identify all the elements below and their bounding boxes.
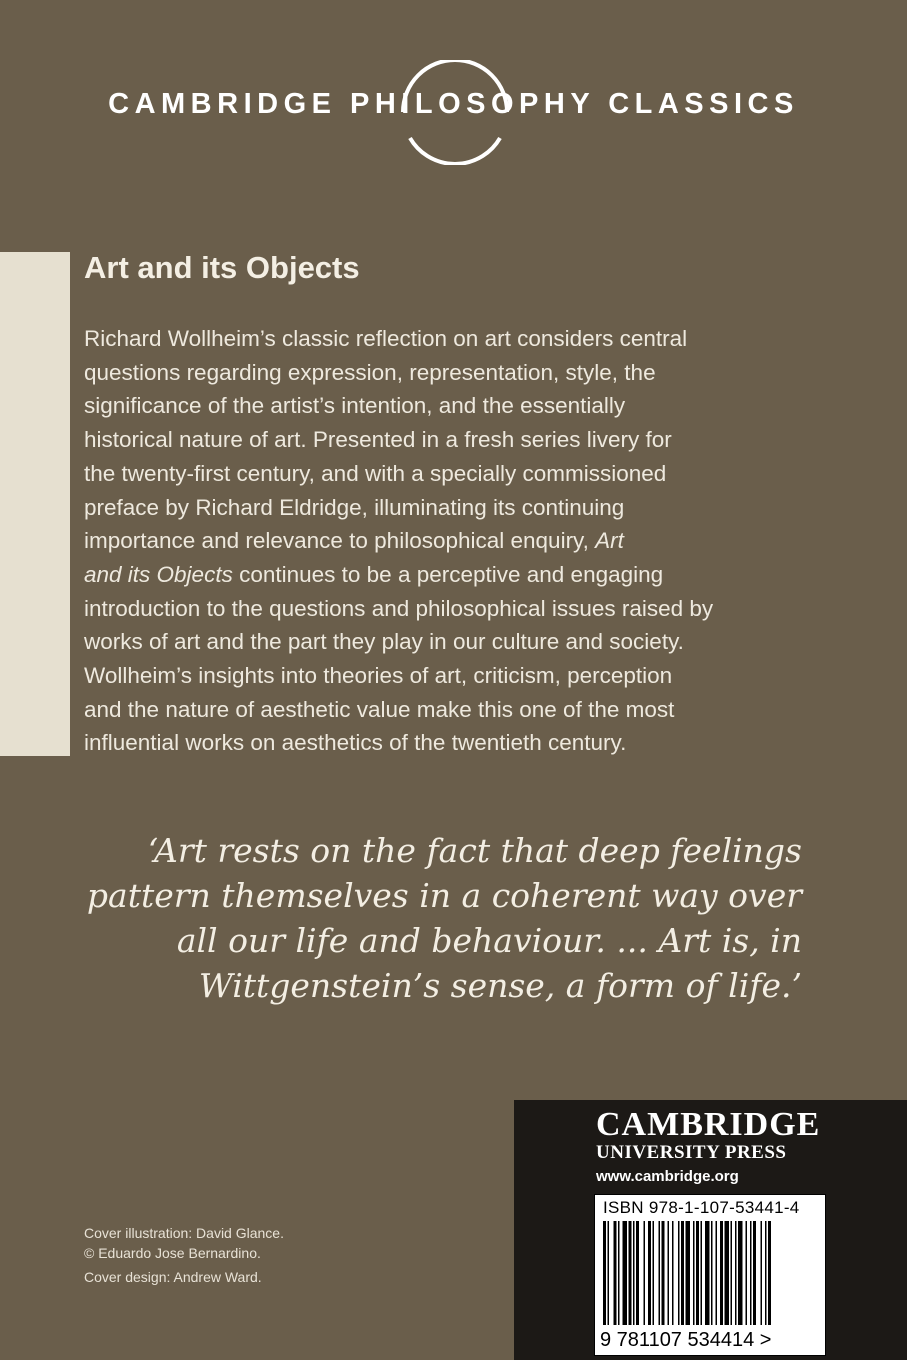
publisher-panel — [514, 1100, 907, 1360]
blurb-line-mixed — [84, 524, 844, 558]
blurb-line: works of art and the part they play in our culture and society. — [84, 629, 684, 655]
barcode-bar — [678, 1221, 680, 1325]
barcode-bar — [705, 1221, 710, 1325]
series-title: CAMBRIDGE PHILOSOPHY CLASSICS — [108, 88, 799, 120]
barcode-bar — [693, 1221, 695, 1325]
illustration-credit: Cover illustration: David Glance. — [84, 1225, 284, 1241]
barcode-bar — [648, 1221, 651, 1325]
design-credit: Cover design: Andrew Ward. — [84, 1269, 262, 1285]
barcode-bar — [738, 1221, 743, 1325]
barcode-bar — [735, 1221, 737, 1325]
blurb-line: continues to be a perceptive and engaging — [232, 561, 664, 587]
quote-line: all our life and behaviour. ... Art is, in — [176, 921, 802, 960]
barcode-bar — [636, 1221, 639, 1325]
blurb-text — [84, 322, 844, 760]
barcode-bar — [623, 1221, 628, 1325]
barcode-bar — [672, 1221, 674, 1325]
barcode-box — [594, 1194, 826, 1356]
barcode-bar — [750, 1221, 752, 1325]
quote-line: Wittgenstein’s sense, a form of life.’ — [198, 966, 802, 1005]
book-title: Art and its Objects — [84, 250, 360, 285]
blurb-line: preface by Richard Eldridge, illuminating its continuing — [84, 494, 625, 520]
isbn-label: ISBN 978-1-107-53441-4 — [603, 1198, 800, 1217]
blurb-line: questions regarding expression, representation, style, the — [84, 359, 656, 385]
copyright-credit: © Eduardo Jose Bernardino. — [84, 1245, 261, 1261]
blurb-line: and the nature of aesthetic value make this one of the most — [84, 696, 675, 722]
blurb-line: the twenty-first century, and with a specially commissioned — [84, 460, 667, 486]
barcode-bar — [696, 1221, 699, 1325]
barcode-bar — [618, 1221, 620, 1325]
blurb-line: Richard Wollheim’s classic reflection on art considers central — [84, 326, 688, 351]
blurb-line: introduction to the questions and philosophical issues raised by — [84, 595, 714, 621]
barcode-bar — [716, 1221, 718, 1325]
barcode-bar — [725, 1221, 730, 1325]
barcode-bar — [731, 1221, 733, 1325]
barcode-bar — [633, 1221, 635, 1325]
quote-line: pattern themselves in a coherent way over — [86, 876, 802, 915]
barcode-bar — [686, 1221, 691, 1325]
blurb-italic-title: Art — [595, 528, 624, 554]
barcode-bar — [629, 1221, 632, 1325]
barcode-bar — [768, 1221, 771, 1325]
barcode-bar — [711, 1221, 713, 1325]
blurb-italic-title: and its Objects — [84, 561, 233, 587]
barcode-bar — [608, 1221, 610, 1325]
barcode-bar — [720, 1221, 723, 1325]
barcode-bar — [765, 1221, 767, 1325]
publisher-url: www.cambridge.org — [596, 1168, 739, 1185]
pull-quote — [62, 828, 802, 1008]
blurb-line: historical nature of art. Presented in a fresh series livery for — [84, 427, 672, 453]
publisher-name: CAMBRIDGE — [596, 1106, 821, 1143]
cover-credits — [84, 1223, 284, 1287]
barcode-bar — [614, 1221, 617, 1325]
barcode-bar — [701, 1221, 703, 1325]
barcode-bar — [746, 1221, 748, 1325]
blurb-line: Wollheim’s insights into theories of art, criticism, perception — [84, 663, 673, 689]
blurb-line: importance and relevance to philosophical enquiry, — [84, 528, 596, 554]
barcode-bar — [681, 1221, 684, 1325]
quote-line: ‘Art rests on the fact that deep feelings — [147, 831, 802, 870]
blurb-line-mixed — [84, 558, 844, 592]
barcode-bar — [668, 1221, 670, 1325]
barcode-bar — [653, 1221, 655, 1325]
accent-bar — [0, 252, 70, 756]
series-arc-ornament — [395, 60, 515, 165]
barcode-bar — [659, 1221, 661, 1325]
barcode-bar — [761, 1221, 763, 1325]
publisher-subtitle: UNIVERSITY PRESS — [596, 1142, 787, 1163]
barcode-bar — [662, 1221, 665, 1325]
barcode-digits: 9 781107 534414 > — [600, 1329, 772, 1351]
blurb-line: significance of the artist’s intention, and the essentially — [84, 393, 626, 419]
barcode-bar — [753, 1221, 756, 1325]
barcode-bar — [644, 1221, 646, 1325]
blurb-line: influential works on aesthetics of the twentieth century. — [84, 730, 627, 756]
barcode-image — [601, 1221, 819, 1329]
barcode-bar — [603, 1221, 606, 1325]
